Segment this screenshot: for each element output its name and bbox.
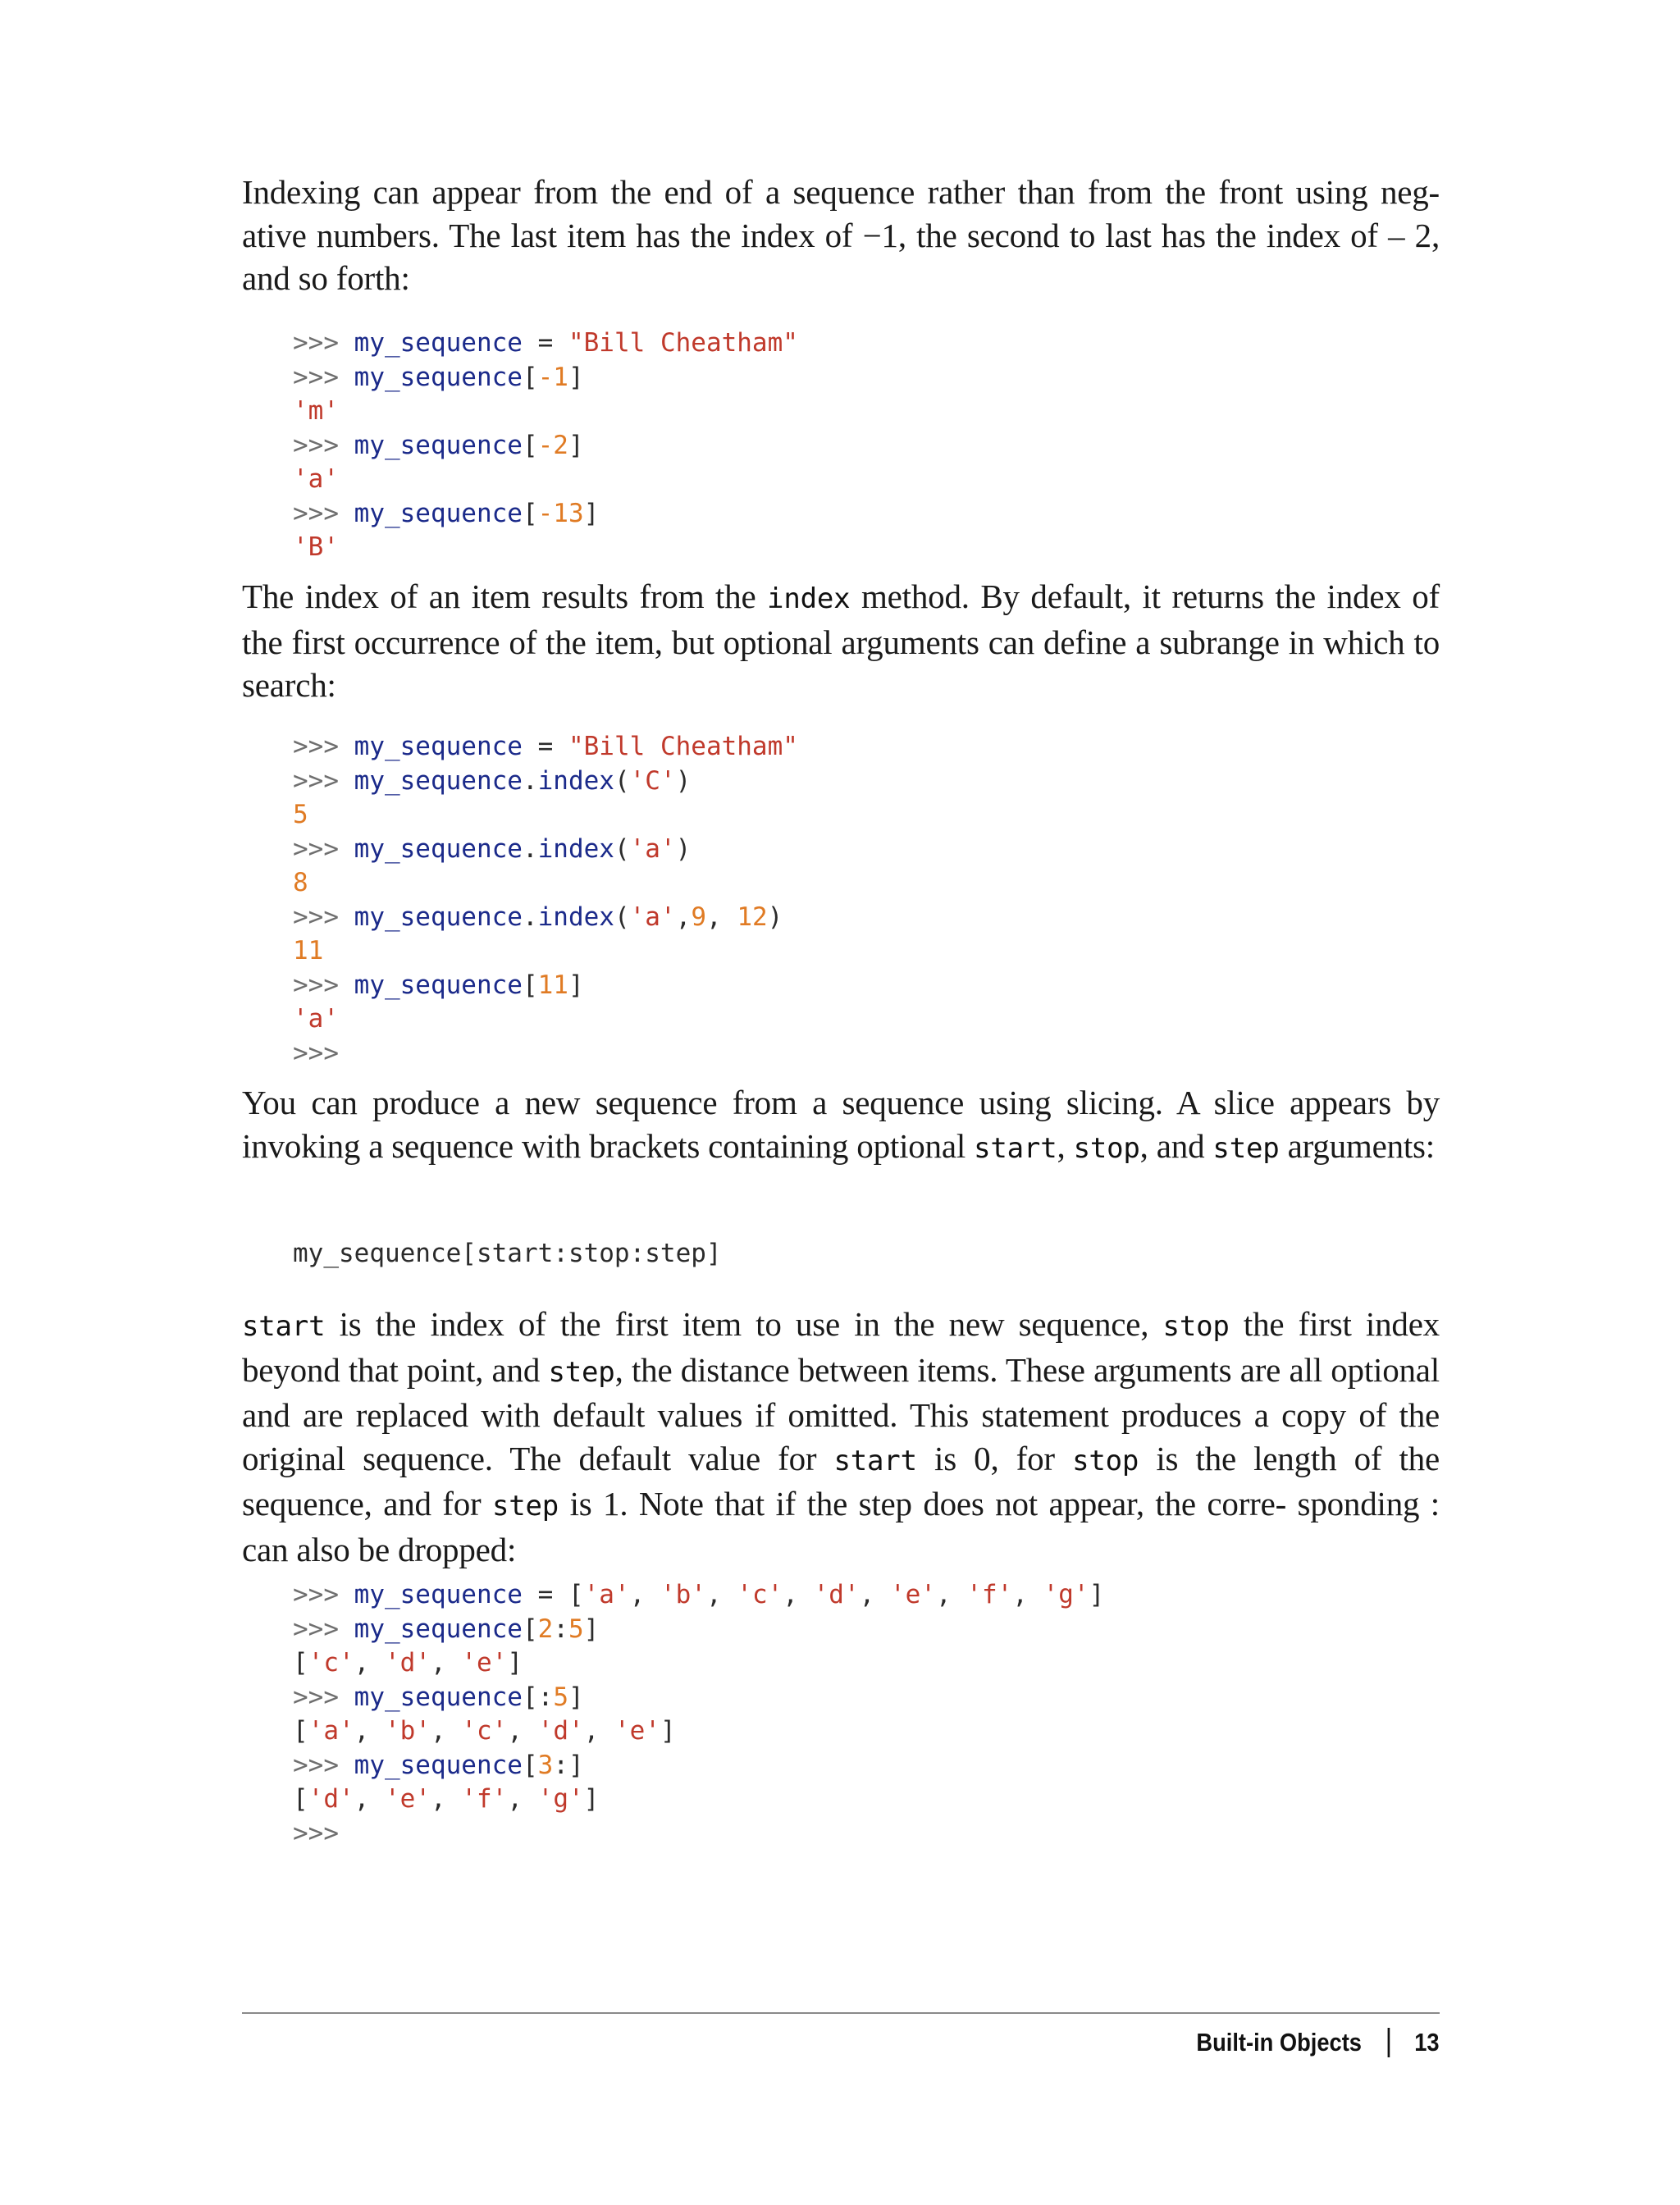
code-token-punc: ]: [507, 1648, 523, 1678]
code-token-prompt: >>>: [293, 1038, 339, 1068]
code-token-punc: [: [522, 1614, 538, 1644]
code-line: [293, 1037, 798, 1071]
code-token-prompt: >>>: [293, 1750, 354, 1780]
code-token-punc: ,: [507, 1716, 538, 1746]
code-token-punc: ]: [568, 1750, 584, 1780]
code-token-prompt: >>>: [293, 1614, 354, 1644]
code-block-negative-index: [242, 326, 798, 565]
code-token-punc: ,: [705, 902, 737, 932]
code-line: [293, 1646, 1104, 1681]
code-token-punc: ,: [354, 1648, 385, 1678]
code-token-prompt: >>>: [293, 732, 354, 761]
code-token-punc: =: [522, 732, 568, 761]
footer-separator: [1388, 2028, 1390, 2057]
inline-code: stop: [1072, 1444, 1139, 1477]
code-token-str: 'e': [385, 1784, 431, 1814]
code-line: [293, 901, 798, 935]
code-block-index-method: [242, 730, 798, 1071]
code-token-str: 'a': [583, 1580, 630, 1609]
code-token-name: index: [537, 902, 614, 932]
code-token-punc: [: [522, 1750, 538, 1780]
code-token-punc: [: [522, 498, 538, 528]
code-token-str: 'g': [537, 1784, 584, 1814]
code-token-prompt: >>>: [293, 970, 354, 1000]
code-line: [293, 1749, 1104, 1783]
code-token-name: my_sequence: [354, 328, 523, 358]
code-token-name: my_sequence: [354, 362, 523, 392]
code-token-punc: :: [553, 1750, 568, 1780]
code-line: [293, 1002, 798, 1037]
paragraph-slicing: [242, 1081, 1440, 1170]
code-token-str: 'd': [385, 1648, 431, 1678]
text-run: is the length of the sequence, and for: [242, 1439, 1440, 1522]
code-line: [293, 1817, 1104, 1851]
code-token-punc: ]: [583, 498, 600, 528]
code-token-punc: ,: [1012, 1580, 1043, 1609]
code-token-punc: ]: [568, 430, 584, 460]
code-token-num: 11: [537, 970, 568, 1000]
code-token-str: 'a': [293, 1004, 339, 1034]
text-run: is the index of the first item to use in the new sequence,: [325, 1305, 1163, 1343]
code-token-str: 'c': [737, 1580, 783, 1609]
code-token-punc: .: [522, 765, 538, 796]
code-token-punc: ,: [354, 1784, 385, 1814]
code-line: [293, 934, 798, 969]
code-token-num: 5: [553, 1682, 568, 1712]
code-token-num: 9: [691, 902, 706, 932]
code-token-num: -1: [537, 362, 568, 392]
code-token-prompt: >>>: [293, 362, 354, 392]
text-run: arguments:: [1279, 1126, 1436, 1165]
inline-code: step: [548, 1355, 615, 1389]
code-token-punc: [: [293, 1784, 308, 1814]
code-token-prompt: >>>: [293, 1682, 354, 1712]
code-token-punc: ,: [783, 1580, 814, 1609]
code-token-str: 'f': [461, 1784, 508, 1814]
code-token-punc: ,: [935, 1580, 967, 1609]
code-token-str: 'g': [1043, 1580, 1089, 1609]
code-line: [293, 326, 798, 361]
code-line: [293, 463, 798, 497]
code-token-num: 12: [737, 902, 768, 932]
code-token-str: 'e': [614, 1716, 660, 1746]
code-token-prompt: >>>: [293, 902, 354, 932]
code-token-name: my_sequence: [354, 1750, 523, 1780]
inline-code: stop: [1162, 1310, 1230, 1343]
text-run: The index of an item results from the: [242, 578, 768, 615]
code-token-punc: ): [675, 765, 692, 796]
inline-code: start: [833, 1444, 917, 1477]
code-token-prompt: >>>: [293, 430, 354, 460]
code-token-name: my_sequence: [354, 498, 523, 528]
code-line: [293, 361, 798, 395]
paragraph-index-method: [242, 575, 1440, 707]
code-token-str: 'a': [293, 464, 339, 494]
code-token-str: 'f': [966, 1580, 1013, 1609]
code-token-punc: ]: [568, 970, 584, 1000]
code-token-punc: ,: [354, 1716, 385, 1746]
code-token-punc: ,: [859, 1580, 890, 1609]
code-token-name: my_sequence: [354, 970, 523, 1000]
code-token-str: 'b': [660, 1580, 706, 1609]
code-token-punc: [: [522, 1682, 538, 1712]
code-token-num: 2: [537, 1614, 554, 1644]
code-token-str: 'a': [629, 902, 676, 932]
code-token-punc: ]: [583, 1784, 600, 1814]
code-token-punc: [: [522, 362, 538, 392]
code-line: [293, 1783, 1104, 1817]
text-run: is 1. Note that if the step does not appear, the corre- sponding : can also be dropped:: [242, 1485, 1440, 1568]
code-token-num: 8: [293, 868, 308, 897]
code-token-name: my_sequence: [354, 430, 523, 460]
code-token-punc: [: [293, 1716, 308, 1746]
code-token-punc: [: [568, 1580, 584, 1609]
code-line: [293, 1237, 722, 1271]
text-run: ,: [1057, 1126, 1074, 1165]
code-token-name: my_sequence: [354, 1580, 523, 1609]
code-line: [293, 395, 798, 429]
code-block-slicing-examples: [242, 1578, 1104, 1851]
code-token-str: 'e': [461, 1648, 508, 1678]
text-run: , and: [1139, 1126, 1213, 1165]
code-token-punc: ]: [1089, 1580, 1105, 1609]
code-token-str: 'e': [889, 1580, 936, 1609]
code-token-str: 'd': [813, 1580, 860, 1609]
code-token-num: 5: [568, 1614, 584, 1644]
code-token-name: index: [537, 765, 614, 796]
code-token-num: -13: [537, 498, 584, 528]
code-token-punc: =: [522, 328, 568, 358]
inline-code: step: [1212, 1131, 1280, 1165]
code-line: [293, 765, 798, 799]
code-token-punc: =: [522, 1580, 568, 1609]
code-token-punc: ]: [583, 1614, 600, 1644]
code-line: [293, 798, 798, 833]
code-token-punc: (: [614, 902, 630, 932]
code-token-name: index: [537, 833, 614, 864]
paragraph-negative-indexing: Indexing can appear from the end of a sequence rather than from the front using neg- ative numbers. The last item has the index of −1, the second to last has the index of – 2, and so forth:: [242, 173, 1440, 297]
code-token-str: 'c': [461, 1716, 508, 1746]
code-line: [293, 969, 798, 1003]
code-token-name: my_sequence: [354, 902, 523, 932]
code-line: [293, 1714, 1104, 1749]
footer-section-title: Built-in Objects: [1196, 2028, 1363, 2057]
code-token-num: 11: [293, 936, 324, 966]
text-run: is 0, for: [916, 1439, 1073, 1477]
code-line: [293, 531, 798, 565]
code-token-num: 5: [293, 800, 308, 829]
code-token-name: my_sequence: [354, 1614, 523, 1644]
code-token-punc: ,: [675, 902, 692, 932]
code-token-punc: ,: [431, 1648, 462, 1678]
code-line: [293, 866, 798, 901]
code-token-name: my_sequence: [354, 765, 523, 796]
inline-code: start: [974, 1131, 1057, 1165]
code-token-punc: :: [553, 1614, 568, 1644]
code-token-num: 3: [537, 1750, 554, 1780]
code-token-punc: ]: [568, 1682, 584, 1712]
code-line: [293, 1613, 1104, 1647]
code-line: [293, 1578, 1104, 1613]
code-token-punc: ]: [568, 362, 584, 392]
code-token-str: 'd': [537, 1716, 584, 1746]
code-line: [293, 429, 798, 463]
code-token-punc: ]: [660, 1716, 676, 1746]
code-token-punc: .: [522, 833, 538, 864]
text-run: the first index beyond that point, and: [242, 1305, 1440, 1389]
code-token-prompt: >>>: [293, 498, 354, 528]
code-token-punc: ,: [629, 1580, 660, 1609]
code-token-str: "Bill Cheatham": [568, 732, 798, 761]
code-token-plain: my_sequence[start:stop:step]: [293, 1239, 722, 1268]
inline-code: stop: [1073, 1131, 1140, 1165]
code-token-str: 'C': [629, 765, 676, 796]
code-block-slice-syntax: [242, 1237, 722, 1271]
code-token-str: 'd': [308, 1784, 354, 1814]
code-token-prompt: >>>: [293, 765, 354, 796]
code-token-punc: (: [614, 833, 630, 864]
code-token-punc: ,: [507, 1784, 538, 1814]
paragraph-slice-arguments: [242, 1303, 1440, 1571]
code-token-prompt: >>>: [293, 833, 354, 864]
text-run: You can produce a new sequence from a sequence using slicing. A slice appears by invoking a sequence with brackets containing optional: [242, 1084, 1440, 1165]
code-token-num: -2: [537, 430, 568, 460]
code-token-punc: (: [614, 765, 630, 796]
code-token-punc: ,: [431, 1784, 462, 1814]
code-token-punc: ,: [431, 1716, 462, 1746]
code-token-str: 'B': [293, 532, 339, 562]
code-token-punc: ,: [583, 1716, 614, 1746]
code-token-name: my_sequence: [354, 1682, 523, 1712]
page-footer: [1197, 2028, 1440, 2057]
code-token-punc: ,: [705, 1580, 737, 1609]
code-token-str: 'a': [308, 1716, 354, 1746]
footer-rule: [242, 2012, 1440, 2014]
code-line: [293, 1681, 1104, 1715]
text-run: method. By default, it returns the index of the first occurrence of the item, but optional arguments can define a subrange in which to search:: [242, 578, 1440, 704]
code-token-punc: ): [767, 902, 783, 932]
code-token-str: 'b': [385, 1716, 431, 1746]
inline-code: step: [492, 1490, 559, 1522]
inline-code: start: [242, 1310, 326, 1343]
code-token-punc: .: [522, 902, 538, 932]
code-token-punc: [: [293, 1648, 308, 1678]
code-token-str: 'm': [293, 396, 339, 426]
code-token-punc: ): [675, 833, 692, 864]
inline-code: index: [767, 582, 851, 615]
footer-page-number: 13: [1414, 2028, 1440, 2057]
code-line: [293, 833, 798, 867]
code-token-punc: [: [522, 430, 538, 460]
code-token-str: 'c': [308, 1648, 354, 1678]
code-token-str: 'a': [629, 833, 676, 864]
code-line: [293, 497, 798, 532]
code-token-punc: :: [537, 1682, 554, 1712]
code-token-name: my_sequence: [354, 732, 523, 761]
code-token-punc: [: [522, 970, 538, 1000]
code-token-prompt: >>>: [293, 328, 354, 358]
code-line: [293, 730, 798, 765]
code-token-prompt: >>>: [293, 1580, 354, 1609]
code-token-str: "Bill Cheatham": [568, 328, 798, 358]
code-token-prompt: >>>: [293, 1818, 339, 1848]
code-token-name: my_sequence: [354, 833, 523, 864]
text-run: , the distance between items. These arguments are all optional and are replaced with default values if omitted. This statement produces a copy of the original sequence. The default value for: [242, 1350, 1440, 1477]
